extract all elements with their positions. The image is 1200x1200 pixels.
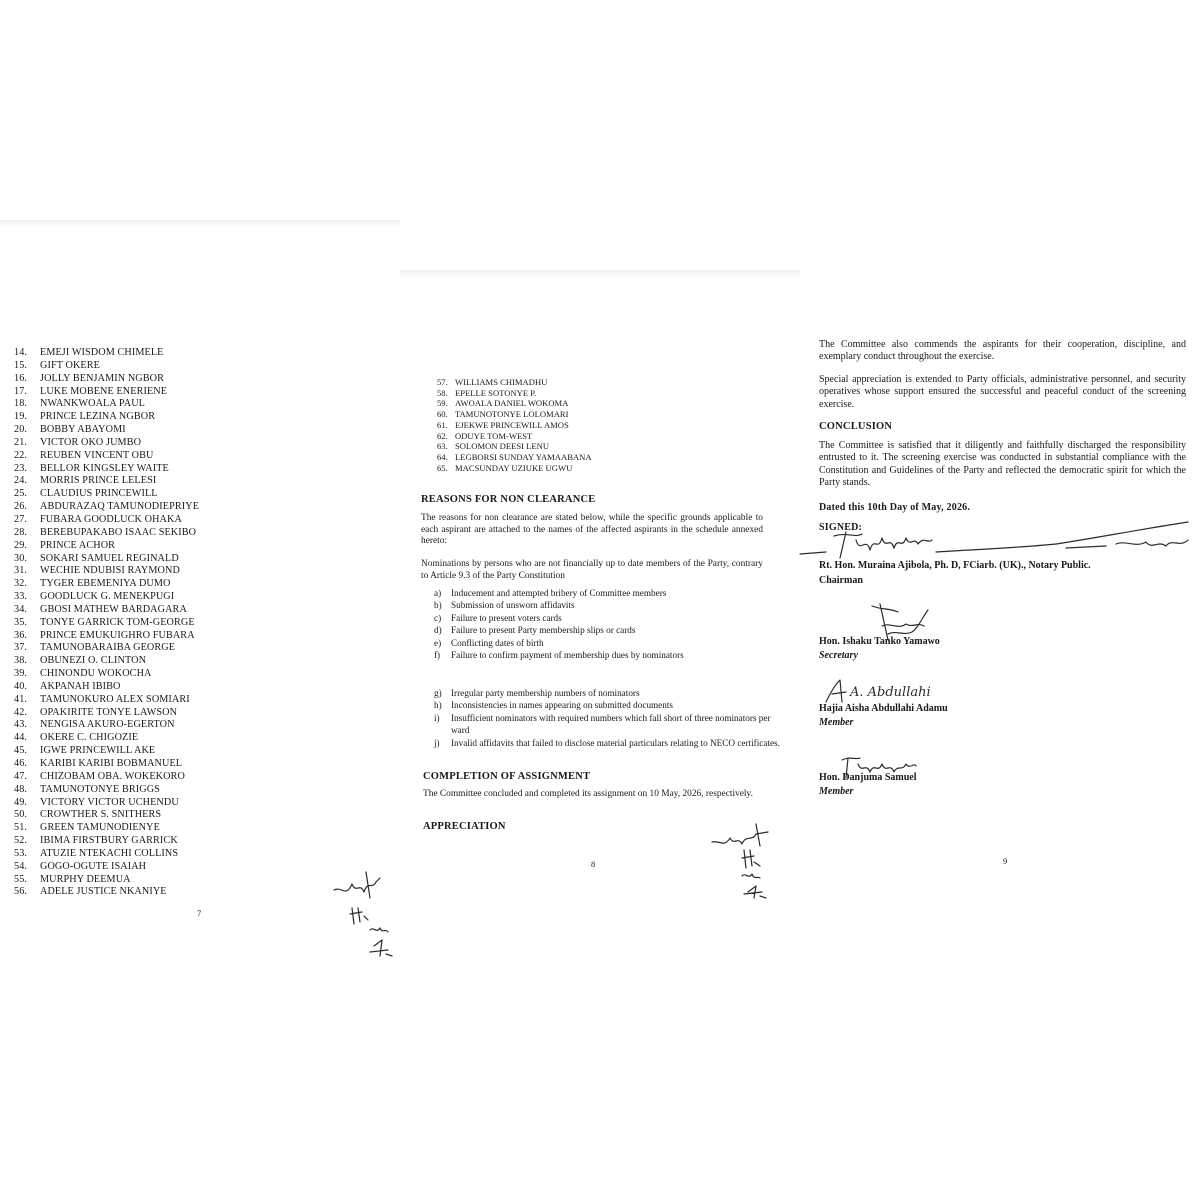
aspirant-name: TAMUNOBARAIBA GEORGE xyxy=(40,642,176,654)
list-number: 46. xyxy=(14,758,28,769)
list-number: 34. xyxy=(14,603,28,615)
aspirant-name: BEREBUPAKABO ISAAC SEKIBO xyxy=(40,526,197,538)
list-number: 52. xyxy=(14,835,28,847)
list-number: 55. xyxy=(14,873,28,885)
list-number: 17. xyxy=(14,385,28,397)
page-number: 7 xyxy=(197,908,202,918)
ground-list-item xyxy=(434,649,781,661)
aspirant-name: MACSUNDAY UZIUKE UGWU xyxy=(455,462,573,473)
aspirant-name: LUKE MOBENE ENERIENE xyxy=(40,385,168,397)
list-number: 32. xyxy=(14,578,28,590)
aspirant-list-item xyxy=(14,501,199,514)
list-number: 14. xyxy=(14,347,28,358)
aspirant-name: TONYE GARRICK TOM-GEORGE xyxy=(40,616,195,628)
aspirant-list-item xyxy=(14,758,199,771)
ground-letter: g) xyxy=(434,688,442,698)
ground-list-item xyxy=(434,637,781,649)
aspirant-list-item xyxy=(14,604,199,617)
aspirant-name: IBIMA FIRSTBURY GARRICK xyxy=(40,835,178,847)
ground-text: Invalid affidavits that failed to disclose material particulars relating to NECO certificates. xyxy=(451,737,780,748)
list-number: 38. xyxy=(14,655,28,667)
aspirant-list-item xyxy=(437,452,592,463)
list-number: 42. xyxy=(14,706,28,718)
aspirant-name: MURPHY DEEMUA xyxy=(40,873,131,885)
aspirant-name-list-continued xyxy=(437,377,592,473)
aspirant-list-item xyxy=(14,488,199,501)
aspirant-name: IGWE PRINCEWILL AKE xyxy=(40,745,156,757)
list-number: 41. xyxy=(14,693,28,705)
aspirant-name: GIFT OKERE xyxy=(40,359,100,371)
member-name-danjuma: Hon. Danjuma Samuel xyxy=(819,772,917,783)
list-number: 53. xyxy=(14,847,28,859)
aspirant-name: CROWTHER S. SNITHERS xyxy=(40,809,162,821)
aspirant-name: PRINCE LEZINA NGBOR xyxy=(40,411,156,423)
ground-text: Insufficient nominators with required numbers which fall short of three nominators per ward xyxy=(451,712,771,736)
list-number: 40. xyxy=(14,680,28,692)
initials-signature-scribble xyxy=(708,820,790,900)
aspirant-list-item xyxy=(437,398,592,409)
aspirant-name: CLAUDIUS PRINCEWILL xyxy=(40,488,158,500)
list-number: 37. xyxy=(14,642,28,654)
aspirant-name: BELLOR KINGSLEY WAITE xyxy=(40,462,169,474)
list-number: 25. xyxy=(14,488,28,500)
aspirant-list-item xyxy=(14,784,199,797)
aspirant-name: VICTORY VICTOR UCHENDU xyxy=(40,796,179,808)
aspirant-name: VICTOR OKO JUMBO xyxy=(40,436,142,448)
ground-letter: e) xyxy=(434,637,442,648)
aspirant-list-item xyxy=(14,681,199,694)
chairman-name: Rt. Hon. Muraina Ajibola, Ph. D, FCiarb. (UK)., Notary Public. xyxy=(819,560,1091,571)
aspirant-name: LEGBORSI SUNDAY YAMAABANA xyxy=(455,451,592,462)
list-number: 50. xyxy=(14,809,28,821)
aspirant-list-item xyxy=(14,565,199,578)
list-number: 24. xyxy=(14,475,28,487)
list-number: 62. xyxy=(437,430,448,441)
aspirant-list-item xyxy=(437,463,592,474)
ground-letter: c) xyxy=(434,612,442,623)
aspirant-list-item xyxy=(14,655,199,668)
conclusion-text: The Committee is satisfied that it diligently and faithfully discharged the responsibility entrusted to it. The screening exercise was conducted in substantial compliance with the Constitution and Guidelines of the Party and reflected the democratic spirit for which the Party stands. xyxy=(819,440,1186,489)
aspirant-list-item xyxy=(14,886,199,899)
aspirant-list-item xyxy=(14,771,199,784)
aspirant-name: PRINCE ACHOR xyxy=(40,539,116,551)
aspirant-name: TAMUNOTONYE LOLOMARI xyxy=(455,409,569,420)
aspirant-list-item xyxy=(14,475,199,488)
ground-list-item xyxy=(434,737,781,749)
aspirant-list-item xyxy=(14,732,199,745)
ground-list-item xyxy=(434,599,781,611)
ground-letter: f) xyxy=(434,650,441,661)
aspirant-list-item xyxy=(14,809,199,822)
list-number: 21. xyxy=(14,436,28,448)
aspirant-name: GBOSI MATHEW BARDAGARA xyxy=(40,603,187,615)
aspirant-list-item xyxy=(14,424,199,437)
ground-letter: i) xyxy=(434,712,440,723)
ground-text: Submission of unsworn affidavits xyxy=(451,600,575,611)
list-number: 45. xyxy=(14,745,28,757)
aspirant-name: OPAKIRITE TONYE LAWSON xyxy=(40,706,178,718)
ground-letter: h) xyxy=(434,700,442,711)
aspirant-list-item xyxy=(437,420,592,431)
member-signature-aisha-text: A. Abdullahi xyxy=(850,685,931,700)
ground-text: Failure to confirm payment of membership dues by nominators xyxy=(451,650,684,661)
list-number: 19. xyxy=(14,411,28,423)
list-number: 43. xyxy=(14,719,28,731)
ground-list-item xyxy=(434,712,781,737)
aspirant-list-item xyxy=(14,707,199,720)
list-number: 56. xyxy=(14,886,28,898)
aspirant-name: AKPANAH IBIBO xyxy=(40,680,121,692)
aspirant-list-item xyxy=(14,398,199,411)
aspirant-list-item xyxy=(14,540,199,553)
list-number: 35. xyxy=(14,616,28,628)
document-page-9 xyxy=(800,330,1200,890)
aspirant-list-item xyxy=(437,441,592,452)
list-number: 61. xyxy=(437,419,448,430)
aspirant-name: TAMUNOTONYE BRIGGS xyxy=(40,783,160,795)
list-number: 47. xyxy=(14,770,28,782)
aspirant-name: ADELE JUSTICE NKANIYE xyxy=(40,886,167,898)
aspirant-name: WILLIAMS CHIMADHU xyxy=(455,377,548,387)
ground-list-item xyxy=(434,612,781,624)
aspirant-name: GREEN TAMUNODIENYE xyxy=(40,822,160,834)
ground-text: Failure to present Party membership slips or cards xyxy=(451,625,636,636)
list-number: 26. xyxy=(14,501,28,513)
reasons-intro: The reasons for non clearance are stated below, while the specific grounds applicable to each aspirant are attached to the names of the affected aspirants in the schedule annexed hereto: xyxy=(421,513,763,547)
aspirant-name: NWANKWOALA PAUL xyxy=(40,398,145,410)
aspirant-list-item xyxy=(14,797,199,810)
list-number: 63. xyxy=(437,441,448,452)
ground-letter: b) xyxy=(434,600,442,611)
aspirant-list-item xyxy=(14,373,199,386)
ground-list-item xyxy=(434,687,781,699)
aspirant-list-item xyxy=(14,745,199,758)
list-number: 51. xyxy=(14,822,28,834)
aspirant-name: OBUNEZI O. CLINTON xyxy=(40,655,147,667)
aspirant-list-item xyxy=(14,617,199,630)
aspirant-list-item xyxy=(14,822,199,835)
aspirant-name: TAMUNOKURO ALEX SOMIARI xyxy=(40,693,190,705)
list-number: 49. xyxy=(14,796,28,808)
aspirant-name: SOLOMON DEESI LENU xyxy=(455,441,550,452)
list-number: 65. xyxy=(437,462,448,473)
list-number: 64. xyxy=(437,451,448,462)
conclusion-heading: CONCLUSION xyxy=(819,421,893,432)
aspirant-list-item xyxy=(14,386,199,399)
aspirant-name: PRINCE EMUKUIGHRO FUBARA xyxy=(40,629,195,641)
aspirant-name: KARIBI KARIBI BOBMANUEL xyxy=(40,758,183,769)
aspirant-name: REUBEN VINCENT OBU xyxy=(40,449,154,461)
aspirant-name: JOLLY BENJAMIN NGBOR xyxy=(40,372,164,384)
list-number: 30. xyxy=(14,552,28,564)
aspirant-name: AWOALA DANIEL WOKOMA xyxy=(455,398,569,409)
aspirant-list-item xyxy=(14,591,199,604)
aspirant-name: WECHIE NDUBISI RAYMOND xyxy=(40,565,180,577)
aspirant-name: EPELLE SOTONYE P. xyxy=(455,387,537,398)
signed-label: SIGNED: xyxy=(819,522,863,533)
ground-text: Inducement and attempted bribery of Committee members xyxy=(451,588,667,598)
special-appreciation-paragraph: Special appreciation is extended to Party officials, administrative personnel, and security operatives whose support ensured the successful and peaceful conduct of the screening exercise. xyxy=(819,374,1186,410)
list-number: 44. xyxy=(14,732,28,744)
list-number: 15. xyxy=(14,359,28,371)
aspirant-list-item xyxy=(14,694,199,707)
ground-letter: j) xyxy=(434,737,440,748)
aspirant-name: NENGISA AKURO-EGERTON xyxy=(40,719,175,731)
aspirant-list-item xyxy=(14,848,199,861)
page-number: 8 xyxy=(591,859,596,869)
aspirant-name: GOGO-OGUTE ISAIAH xyxy=(40,860,147,872)
ground-list-item xyxy=(434,587,781,599)
aspirant-list-item xyxy=(14,450,199,463)
aspirant-list-item xyxy=(437,388,592,399)
list-number: 28. xyxy=(14,526,28,538)
list-number: 48. xyxy=(14,783,28,795)
secretary-name: Hon. Ishaku Tanko Yamawo xyxy=(819,636,940,647)
list-number: 36. xyxy=(14,629,28,641)
secretary-role: Secretary xyxy=(819,650,858,661)
list-number: 60. xyxy=(437,409,448,420)
aspirant-name: CHIZOBAM OBA. WOKEKORO xyxy=(40,770,185,782)
aspirant-name: EMEJI WISDOM CHIMELE xyxy=(40,347,164,358)
chairman-role: Chairman xyxy=(819,575,863,586)
initials-signature-scribble xyxy=(330,868,400,960)
aspirant-name: TYGER EBEMENIYA DUMO xyxy=(40,578,171,590)
ground-text: Irregular party membership numbers of nominators xyxy=(451,688,640,698)
reasons-heading: REASONS FOR NON CLEARANCE xyxy=(421,494,596,505)
list-number: 39. xyxy=(14,668,28,680)
member-role-danjuma: Member xyxy=(819,786,854,797)
list-number: 22. xyxy=(14,449,28,461)
aspirant-list-item xyxy=(14,347,199,360)
aspirant-name: ABDURAZAQ TAMUNODIEPRIYE xyxy=(40,501,200,513)
aspirant-name: EJEKWE PRINCEWILL AMOS xyxy=(455,419,569,430)
aspirant-list-item xyxy=(437,409,592,420)
list-number: 57. xyxy=(437,377,448,387)
aspirant-list-item xyxy=(14,630,199,643)
completion-heading: COMPLETION OF ASSIGNMENT xyxy=(423,771,591,782)
aspirant-name: GOODLUCK G. MENEKPUGI xyxy=(40,591,175,603)
aspirant-list-item xyxy=(14,578,199,591)
aspirant-name-list xyxy=(14,347,199,899)
ground-letter: d) xyxy=(434,625,442,636)
list-number: 31. xyxy=(14,565,28,577)
aspirant-list-item xyxy=(14,668,199,681)
aspirant-name: ATUZIE NTEKACHI COLLINS xyxy=(40,847,179,859)
ground-text: Inconsistencies in names appearing on submitted documents xyxy=(451,700,673,711)
aspirant-list-item xyxy=(14,861,199,874)
list-number: 58. xyxy=(437,387,448,398)
list-number: 27. xyxy=(14,513,28,525)
reasons-subheading: Nominations by persons who are not financially up to date members of the Party, contrary to Article 9.3 of the Party Constitution xyxy=(421,559,763,581)
ground-text: Conflicting dates of birth xyxy=(451,637,544,648)
aspirant-list-item xyxy=(14,719,199,732)
aspirant-name: CHINONDU WOKOCHA xyxy=(40,668,152,680)
page-number: 9 xyxy=(1003,856,1008,866)
aspirant-list-item xyxy=(14,411,199,424)
grounds-list-g-j xyxy=(434,687,781,749)
list-number: 54. xyxy=(14,860,28,872)
aspirant-list-item xyxy=(14,514,199,527)
aspirant-list-item xyxy=(14,553,199,566)
grounds-list-a-f xyxy=(434,587,781,661)
ground-list-item xyxy=(434,699,781,711)
aspirant-list-item xyxy=(14,835,199,848)
aspirant-list-item xyxy=(14,527,199,540)
aspirant-list-item xyxy=(437,377,592,388)
appreciation-heading: APPRECIATION xyxy=(423,821,506,832)
list-number: 16. xyxy=(14,372,28,384)
completion-text: The Committee concluded and completed its assignment on 10 May, 2026, respectively. xyxy=(423,789,753,799)
ground-text: Failure to present voters cards xyxy=(451,612,562,623)
aspirant-list-item xyxy=(14,642,199,655)
aspirant-name: MORRIS PRINCE LELESI xyxy=(40,475,157,487)
aspirant-list-item xyxy=(14,437,199,450)
list-number: 18. xyxy=(14,398,28,410)
list-number: 20. xyxy=(14,424,28,436)
aspirant-name: OKERE C. CHIGOZIE xyxy=(40,732,139,744)
list-number: 23. xyxy=(14,462,28,474)
aspirant-list-item xyxy=(14,360,199,373)
member-role-aisha: Member xyxy=(819,717,854,728)
chairman-signature xyxy=(796,514,1200,566)
aspirant-name: ODUYE TOM-WEST xyxy=(455,430,533,441)
list-number: 33. xyxy=(14,591,28,603)
member-signature-aisha xyxy=(820,676,940,706)
commendation-paragraph: The Committee also commends the aspirants for their cooperation, discipline, and exemplary conduct throughout the exercise. xyxy=(819,339,1186,363)
member-name-aisha: Hajia Aisha Abdullahi Adamu xyxy=(819,703,948,714)
aspirant-list-item xyxy=(14,463,199,476)
aspirant-name: BOBBY ABAYOMI xyxy=(40,424,126,436)
ground-letter: a) xyxy=(434,588,442,598)
dated-line: Dated this 10th Day of May, 2026. xyxy=(819,502,971,513)
aspirant-list-item xyxy=(437,431,592,442)
ground-list-item xyxy=(434,624,781,636)
aspirant-name: FUBARA GOODLUCK OHAKA xyxy=(40,513,182,525)
list-number: 29. xyxy=(14,539,28,551)
aspirant-list-item xyxy=(14,874,199,887)
aspirant-name: SOKARI SAMUEL REGINALD xyxy=(40,552,179,564)
list-number: 59. xyxy=(437,398,448,409)
